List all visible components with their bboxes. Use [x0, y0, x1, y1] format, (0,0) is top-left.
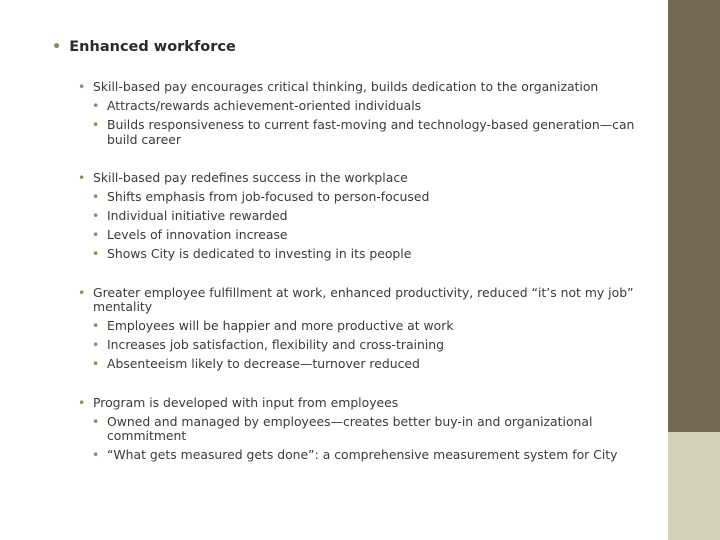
sub-bullet-text: Absenteeism likely to decrease—turnover reduced	[107, 356, 420, 371]
sub-bullet-item	[92, 247, 648, 262]
sub-bullet-item	[92, 415, 648, 444]
bullet-icon: •	[92, 208, 100, 223]
bullet-icon: •	[92, 356, 100, 371]
sub-bullet-text: Individual initiative rewarded	[107, 208, 288, 223]
bullet-group	[78, 396, 648, 463]
slide-title	[52, 37, 236, 57]
bullet-icon: •	[92, 246, 100, 261]
bullet-icon: •	[92, 447, 100, 462]
sub-bullet-item	[92, 118, 648, 147]
sub-bullet-text: Employees will be happier and more productive at work	[107, 318, 454, 333]
bullet-icon: •	[92, 227, 100, 242]
bullet-list	[78, 80, 648, 487]
sub-bullet-item	[92, 99, 648, 114]
sub-bullet-text: Builds responsiveness to current fast-moving and technology-based generation—can build career	[107, 117, 635, 147]
sub-bullet-item	[92, 448, 648, 463]
sub-bullet-item	[92, 319, 648, 334]
bullet-icon: •	[92, 413, 100, 429]
bullet-icon: •	[92, 117, 100, 132]
sub-bullet-list	[92, 99, 648, 147]
sub-bullet-item	[92, 190, 648, 205]
bullet-icon: •	[92, 189, 100, 204]
sidebar-accent-dark	[668, 0, 720, 432]
bullet-item	[78, 286, 648, 315]
sub-bullet-list	[92, 190, 648, 262]
sub-bullet-item	[92, 357, 648, 372]
bullet-icon: •	[78, 79, 86, 94]
sub-bullet-text: Levels of innovation increase	[107, 227, 288, 242]
bullet-group	[78, 171, 648, 262]
bullet-text: Greater employee fulfillment at work, enhanced productivity, reduced “it’s not my job” mentality	[93, 284, 634, 314]
bullet-text: Program is developed with input from employees	[93, 394, 399, 410]
sub-bullet-text: Increases job satisfaction, flexibility and cross-training	[107, 337, 444, 352]
slide-title-text: Enhanced workforce	[69, 39, 236, 55]
bullet-icon: •	[78, 170, 86, 185]
sub-bullet-text: “What gets measured gets done”: a comprehensive measurement system for City	[107, 447, 618, 462]
sub-bullet-text: Attracts/rewards achievement-oriented individuals	[107, 98, 422, 113]
bullet-icon: •	[78, 284, 86, 300]
sub-bullet-list	[92, 319, 648, 372]
bullet-group	[78, 286, 648, 372]
sub-bullet-text: Shifts emphasis from job-focused to person-focused	[107, 189, 430, 204]
sidebar-accent-light	[668, 432, 720, 540]
bullet-text: Skill-based pay redefines success in the workplace	[93, 170, 408, 185]
bullet-item	[78, 396, 648, 411]
bullet-icon: •	[92, 98, 100, 113]
bullet-item	[78, 80, 648, 95]
sub-bullet-list	[92, 415, 648, 463]
bullet-icon: •	[92, 337, 100, 352]
sub-bullet-item	[92, 228, 648, 243]
bullet-icon: •	[78, 394, 86, 410]
bullet-icon: •	[52, 39, 62, 55]
bullet-item	[78, 171, 648, 186]
bullet-group	[78, 80, 648, 147]
sub-bullet-text: Owned and managed by employees—creates better buy-in and organizational commitment	[107, 413, 593, 443]
sub-bullet-text: Shows City is dedicated to investing in its people	[107, 246, 412, 261]
sub-bullet-item	[92, 209, 648, 224]
bullet-icon: •	[92, 318, 100, 333]
sub-bullet-item	[92, 338, 648, 353]
bullet-text: Skill-based pay encourages critical thinking, builds dedication to the organization	[93, 79, 599, 94]
